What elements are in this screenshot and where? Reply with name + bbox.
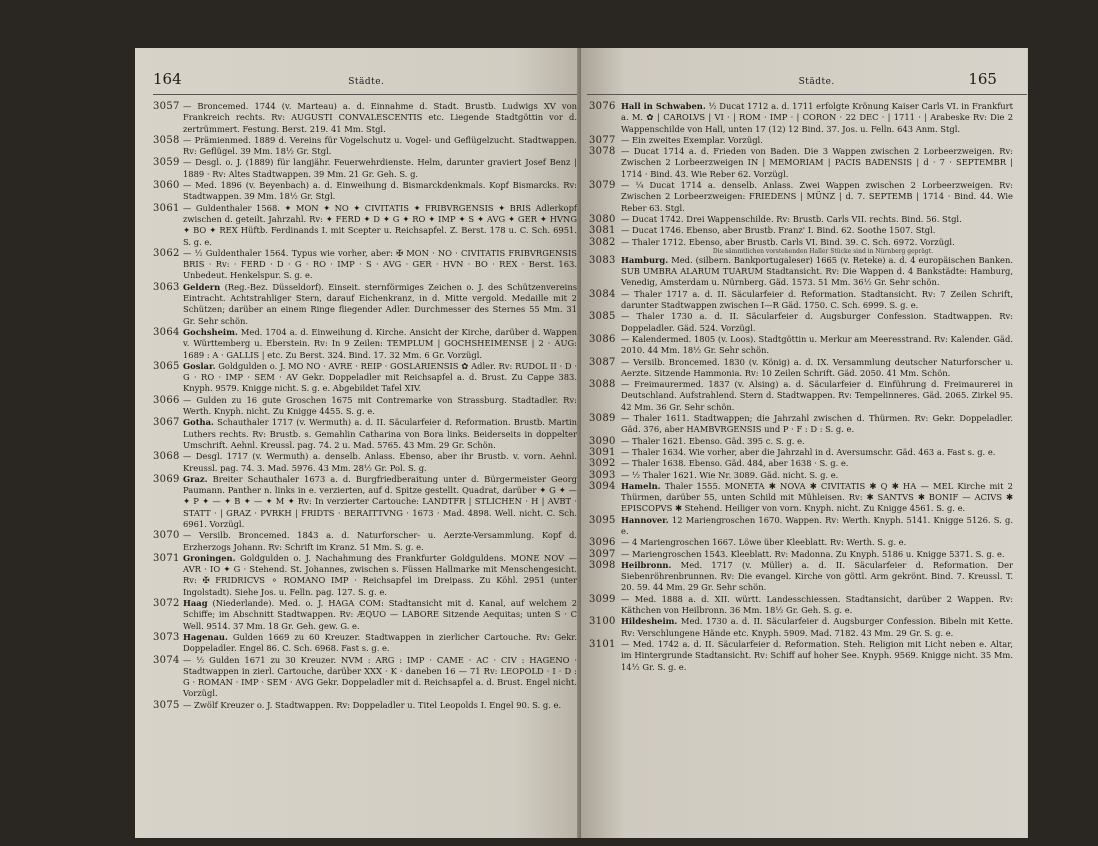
left-entry-list	[153, 101, 581, 711]
entry-description	[621, 549, 1027, 560]
entry-number: 3083	[589, 254, 616, 266]
entry-number: 3065	[153, 360, 180, 372]
entry-number: 3062	[153, 247, 180, 259]
entry-description	[183, 395, 581, 418]
entry-number: 3060	[153, 180, 180, 192]
catalog-entry	[587, 311, 1027, 334]
right-page	[581, 48, 1027, 838]
catalog-entry	[153, 632, 581, 655]
catalog-entry	[153, 530, 581, 553]
catalog-entry	[153, 598, 581, 632]
entry-text: — Thaler 1638. Ebenso. Gäd. 484, aber 1638 · S. g. e.	[621, 458, 849, 469]
entry-description	[621, 447, 1027, 458]
entry-text: — Kalendermed. 1805 (v. Loos). Stadtgöttin u. Merkur am Meeresstrand. Rv: Kalender. Gäd. 2010. 44 Mm. 18½ Gr. Sehr schön.	[621, 333, 1013, 356]
left-page	[135, 48, 581, 838]
entry-text: — Med. 1742 a. d. II. Säcularfeier d. Reformation. Steh. Religion mit Licht neben e. Altar, im Hintergrunde Stadtansicht. Rv: Schiff auf hoher See. Knyph. 9569. Knigge nicht. 35 Mm. 14½ Gr. S. g. e.	[621, 638, 1013, 672]
entry-text: — Thaler 1611. Stadtwappen; die Jahrzahl zwischen d. Thürmen. Rv: Gekr. Doppeladler. Gäd. 376, aber HAMBVRGENSIS und P · F : D : S. g. e.	[621, 413, 1013, 435]
catalog-entry	[153, 474, 581, 530]
entry-number: 3075	[153, 699, 180, 711]
catalog-entry	[587, 357, 1027, 380]
entry-text: — Ducat 1742. Drei Wappenschilde. Rv: Brustb. Carls VII. rechts. Bind. 56. Stgl.	[621, 213, 962, 224]
entry-text: — Mariengroschen 1543. Kleeblatt. Rv: Madonna. Zu Knyph. 5186 u. Knigge 5371. S. g. e.	[621, 548, 1005, 559]
entry-number: 3079	[589, 180, 616, 192]
entry-description	[183, 451, 581, 474]
entry-city-name: Gotha.	[183, 417, 214, 428]
entry-number: 3092	[589, 458, 616, 470]
catalog-entry	[587, 255, 1027, 289]
entry-number: 3058	[153, 134, 180, 146]
catalog-entry	[587, 413, 1027, 436]
catalog-entry	[153, 327, 581, 361]
catalog-entry	[587, 289, 1027, 312]
right-page-number: 165	[968, 70, 997, 88]
entry-text: — Broncemed. 1744 (v. Marteau) a. d. Einnahme d. Stadt. Brustb. Ludwigs XV von Frankreich rechts. Rv: AUGUSTI CONVALESCENTIS etc. Liegende Stadtgöttin vor d. zertrümmert. Festung. Berst. 219. 41 Mm. Stgl.	[183, 101, 577, 134]
entry-description	[183, 180, 581, 203]
catalog-entry	[587, 515, 1027, 538]
entry-city-name: Geldern	[183, 281, 221, 292]
entry-city-name: Heilbronn.	[621, 559, 672, 570]
entry-text: — Thaler 1621. Ebenso. Gäd. 395 c. S. g. e.	[621, 435, 805, 446]
catalog-entry	[153, 395, 581, 418]
entry-number: 3080	[589, 213, 616, 225]
entry-text: 12 Mariengroschen 1670. Wappen. Rv: Werth. Knyph. 5141. Knigge 5126. S. g. e.	[621, 514, 1013, 536]
entry-description	[621, 237, 1027, 248]
entry-number: 3076	[589, 101, 616, 112]
catalog-entry	[153, 248, 581, 282]
entry-description	[621, 255, 1027, 289]
entry-text: Goldgulden o. J. Nachahmung des Frankfurter Goldguldens. MONE NOV — AVR · IO ✦ G · Stehend. St. Johannes, zwischen s. Füssen Hallmarke mit Menschengesicht. Rv: ✠ FRIDRICVS ⚬ ROMANO IMP · Reichsapfel im Dreipass. Zu Köhl. 2951 (unter Ingolstadt). Siehe Jos. u. Felln. pag. 127. S. g. e.	[183, 552, 577, 597]
entry-description	[621, 357, 1027, 380]
entry-number: 3084	[589, 288, 616, 300]
entry-city-name: Hall in Schwaben.	[621, 101, 706, 111]
left-running-title: Städte.	[348, 77, 385, 87]
catalog-entry	[587, 549, 1027, 560]
catalog-entry	[153, 700, 581, 711]
entry-description	[621, 537, 1027, 548]
catalog-entry	[587, 334, 1027, 357]
entry-text: — Gulden zu 16 gute Groschen 1675 mit Contremarke von Strassburg. Stadtadler. Rv: Werth. Knyph. nicht. Zu Knigge 4455. S. g. e.	[183, 394, 577, 417]
entry-number: 3071	[153, 552, 180, 564]
entry-number: 3096	[589, 537, 616, 549]
entry-text: — Thaler 1712. Ebenso, aber Brustb. Carls VI. Bind. 39. C. Sch. 6972. Vorzügl.	[621, 236, 955, 247]
entry-city-name: Gochsheim.	[183, 326, 238, 337]
entry-description	[621, 594, 1027, 617]
entry-number: 3068	[153, 451, 180, 463]
entry-text: ½ Ducat 1712 a. d. 1711 erfolgte Krönung Kaiser Carls VI. in Frankfurt a. M. ✿ | CAROLVS | VI · | ROM · IMP · | CORON · 22 DEC · | 1711 · | Arabeske Rv: Die 2 Wappenschilde von Hall, unten 17 (12) 12 Bind. 37. Jos. u. Felln. 643 Anm. Stgl.	[621, 101, 1014, 134]
entry-description	[183, 203, 581, 248]
right-entry-list	[587, 101, 1027, 673]
right-running-title: Städte.	[798, 77, 835, 87]
catalog-entry	[153, 282, 581, 327]
entry-description	[183, 327, 581, 361]
catalog-entry	[587, 225, 1027, 236]
entry-number: 3095	[589, 514, 616, 526]
entry-number: 3088	[589, 379, 616, 391]
entry-text: — Ducat 1746. Ebenso, aber Brustb. Franz' I. Bind. 62. Soothe 1507. Stgl.	[621, 225, 936, 236]
catalog-entry	[587, 447, 1027, 458]
catalog-entry	[587, 481, 1027, 515]
catalog-entry	[587, 101, 1027, 135]
entry-number: 3070	[153, 530, 180, 542]
footnote: Die sämmtlichen vorstehenden Haller Stücke sind in Nürnberg geprägt.	[712, 247, 934, 255]
entry-text: (Reg.-Bez. Düsseldorf). Einseit. sternförmiges Zeichen o. J. des Schützenvereins Eintracht. Achtstrahliger Stern, darauf Eichenkranz, in d. Mitte vergold. Medaille mit 2 Schützen; darüber an einem Ringe fliegender Adler. Durchmesser des Sternes 55 Mm. 31 Gr. Sehr schön.	[183, 281, 577, 326]
entry-city-name: Goslar.	[183, 360, 216, 371]
entry-text: — Versilb. Broncemed. 1830 (v. König) a. d. IX. Versammlung deutscher Naturforscher u. Aerzte. Sitzende Hammonia. Rv: 10 Zeilen Schrift. Gäd. 2050. 41 Mm. Schön.	[621, 356, 1013, 378]
entry-description	[183, 135, 581, 158]
entry-text: Schauthaler 1717 (v. Wermuth) a. d. II. Säcularfeier d. Reformation. Brustb. Martin Luthers rechts. Rv: Brustb. s. Gemahlin Catharina von Bora links. Beiderseits in doppelter Umschrift. Aehnl. Kreussl. pag. 74. 2 u. Mad. 5765. 43 Mm. 29 Gr. Schön.	[183, 417, 577, 450]
entry-description	[183, 632, 581, 655]
entry-number: 3086	[589, 333, 616, 345]
entry-city-name: Groningen.	[183, 552, 236, 563]
entry-description	[621, 379, 1027, 413]
entry-text: — Thaler 1717 a. d. II. Säcularfeier d. Reformation. Stadtansicht. Rv: 7 Zeilen Schrift, darunter Stadtwappen zwischen I—R Gäd. 1750. C. Sch. 6999. S. g. e.	[621, 288, 1013, 311]
entry-text: Thaler 1555. MONETA ✱ NOVA ✱ CIVITATIS ✱ Q ✱ HA — MEL Kirche mit 2 Thürmen, darüber 55, unten Schild mit Mühleisen. Rv: ✱ SANTVS ✱ BONIF — ACIVS ✱ EPISCOPVS ✱ Stehend. Heiliger von vorn. Knyph. nicht. Zu Knigge 4561. S. g. e.	[621, 480, 1013, 514]
entry-description	[183, 157, 581, 180]
entry-number: 3100	[589, 616, 616, 628]
entry-text: — Zwölf Kreuzer o. J. Stadtwappen. Rv: Doppeladler u. Titel Leopolds I. Engel 90. S. g. e.	[183, 699, 562, 710]
catalog-entry	[587, 135, 1027, 146]
entry-text: — Thaler 1634. Wie vorher, aber die Jahrzahl in d. Aversumschr. Gäd. 463 a. Fast s. g. e.	[621, 446, 996, 457]
entry-text: — ½ Gulden 1671 zu 30 Kreuzer. NVM : ARG : IMP · CAME · AC · CIV : HAGENO · Stadtwappen in zierl. Cartouche, darüber XXX · K · daneben 16 — 71 Rv: LEOPOLD · I · D : G · ROMAN · IMP · SEM · AVG Gekr. Doppeladler mit d. Reichsapfel a. d. Brust. Engel nicht. Vorzügl.	[183, 654, 577, 699]
catalog-entry	[587, 560, 1027, 594]
catalog-entry	[587, 639, 1027, 673]
entry-text: — Versilb. Broncemed. 1843 a. d. Naturforscher- u. Aerzte-Versammlung. Kopf d. Erzherzogs Johann. Rv: Schrift im Kranz. 51 Mm. S. g. e.	[183, 530, 577, 552]
entry-text: — ¼ Ducat 1714 a. denselb. Anlass. Zwei Wappen zwischen 2 Lorbeerzweigen. Rv: Zwischen 2 Lorbeerzweigen: FRIEDENS | MÜNZ | d. 7. SEPTEMB | 1714 · Bind. 44. Wie Reber 63. Stgl.	[621, 180, 1013, 213]
entry-text: — Desgl. 1717 (v. Wermuth) a. denselb. Anlass. Ebenso, aber ihr Brustb. v. vorn. Aehnl. Kreussl. pag. 74. 3. Mad. 5976. 43 Mm. 28½ Gr. Pol. S. g.	[183, 451, 577, 473]
entry-description	[621, 214, 1027, 225]
entry-number: 3090	[589, 435, 616, 447]
entry-description	[183, 417, 581, 451]
entry-city-name: Hamburg.	[621, 254, 669, 265]
entry-description	[621, 225, 1027, 236]
catalog-entry	[587, 180, 1027, 214]
entry-city-name: Hannover.	[621, 514, 669, 525]
entry-text: Breiter Schauthaler 1673 a. d. Burgfriedberaitung unter d. Bürgermeister Georg Paumann. Panther n. links in e. verzierten, auf d. Spitze gestellt. Quadrat, darüber ✦ G ✦ — ✦ P ✦ — ✦ B ✦ — ✦ M ✦ Rv: In verzierter Cartouche: LANDTFR | STLICHEN · H | AVBT · STATT · | GRAZ · PVRKH | FRIDTS · BERAITTVNG · 1673 · Mad. 4898. Well. nicht. C. Sch. 6961. Vorzügl.	[183, 473, 577, 529]
catalog-entry	[153, 180, 581, 203]
entry-number: 3064	[153, 326, 180, 338]
entry-description	[621, 413, 1027, 436]
entry-text: — Ducat 1714 a. d. Frieden von Baden. Die 3 Wappen zwischen 2 Lorbeerzweigen. Rv: Zwischen 2 Lorbeerzweigen IN | MEMORIAM | PACIS BADENSIS | d · 7 · SEPTEMBR | 1714 · Bind. 43. Wie Reber 62. Vorzügl.	[621, 146, 1013, 179]
entry-number: 3085	[589, 311, 616, 323]
catalog-entry	[587, 458, 1027, 469]
entry-number: 3081	[589, 225, 616, 237]
entry-text: (Niederlande). Med. o. J. HAGA COM: Stadtansicht mit d. Kanal, auf welchem 2 Schiffe; im Abschnitt Stadtwappen. Rv: ÆQUO — LABORE Sitzende Aequitas; unten S · C Well. 9514. 37 Mm. 18 Gr. Geh. gew. G. e.	[183, 598, 578, 631]
entry-number: 3059	[153, 157, 180, 169]
entry-number: 3073	[153, 631, 180, 643]
entry-description	[621, 616, 1027, 639]
entry-description	[621, 481, 1027, 515]
entry-description	[621, 289, 1027, 312]
left-page-number: 164	[153, 70, 182, 88]
entry-description	[621, 180, 1027, 214]
entry-description	[621, 334, 1027, 357]
entry-city-name: Hameln.	[621, 480, 661, 491]
entry-number: 3057	[153, 101, 180, 112]
entry-text: — Guldenthaler 1568. ✦ MON ✦ NO ✦ CIVITATIS ✦ FRIBVRGENSIS ✦ BRIS Adlerkopf zwischen d. geteilt. Jahrzahl. Rv: ✦ FERD ✦ D ✦ G ✦ RO ✦ IMP ✦ S ✦ AVG ✦ GER ✦ HVNG ✦ BO ✦ REX Hüftb. Ferdinands I. mit Scepter u. Reichsapfel. Z. Berst. 178 u. C. Sch. 6951. S. g. e.	[183, 202, 577, 247]
entry-number: 3087	[589, 356, 616, 368]
entry-description	[183, 101, 581, 135]
entry-number: 3091	[589, 446, 616, 458]
entry-number: 3063	[153, 281, 180, 293]
catalog-entry	[153, 135, 581, 158]
entry-text: — Desgl. o. J. (1889) für langjähr. Feuerwehrdienste. Helm, darunter graviert Josef Benz | 1889 · Rv: Altes Stadtwappen. 39 Mm. 21 Gr. Geh. S. g.	[183, 157, 577, 179]
catalog-entry	[587, 379, 1027, 413]
entry-number: 3077	[589, 134, 616, 146]
entry-number: 3067	[153, 417, 180, 429]
catalog-entry	[587, 214, 1027, 225]
entry-description	[183, 361, 581, 395]
entry-description	[183, 474, 581, 530]
entry-description	[621, 146, 1027, 180]
entry-text: — Med. 1888 a. d. XII. württ. Landesschiessen. Stadtansicht, darüber 2 Wappen. Rv: Käthchen von Heilbronn. 36 Mm. 18½ Gr. Geh. S. g. e.	[621, 593, 1013, 616]
entry-text: — ½ Guldenthaler 1564. Typus wie vorher, aber: ✠ MON · NO · CIVITATIS FRIBVRGENSIS BRIS · Rv: · FERD · D · G · RO · IMP · S · AVG · GER · HVN · BO · REX · Berst. 163. Unbedeut. Henkelspur. S. g. e.	[183, 247, 577, 281]
catalog-entry	[153, 203, 581, 248]
catalog-entry	[153, 553, 581, 598]
entry-text: Med. 1717 (v. Müller) a. d. II. Säcularfeier d. Reformation. Der Siebenröhrenbrunnen. Rv: Die evangel. Kirche von göttl. Arm gekrönt. Bind. 7. Kreussl. T. 20. 59. 44 Mm. 29 Gr. Sehr schön.	[621, 559, 1014, 593]
left-page-header	[153, 70, 581, 92]
catalog-entry	[587, 146, 1027, 180]
entry-description	[183, 700, 581, 711]
entry-text: — Med. 1896 (v. Beyenbach) a. d. Einweihung d. Bismarckdenkmals. Kopf Bismarcks. Rv: Stadtwappen. 39 Mm. 18½ Gr. Stgl.	[183, 180, 577, 202]
catalog-entry	[153, 157, 581, 180]
entry-description	[621, 436, 1027, 447]
entry-number: 3101	[589, 638, 616, 650]
entry-description	[621, 101, 1027, 135]
entry-description	[183, 655, 581, 700]
catalog-entry	[587, 237, 1027, 248]
entry-number: 3098	[589, 559, 616, 571]
catalog-entry	[587, 594, 1027, 617]
entry-city-name: Haag	[183, 598, 208, 609]
entry-description	[183, 598, 581, 632]
catalog-entry	[153, 101, 581, 135]
entry-city-name: Hildesheim.	[621, 616, 678, 627]
entry-description	[621, 560, 1027, 594]
entry-description	[621, 311, 1027, 334]
entry-text: Med. 1730 a. d. II. Säcularfeier d. Augsburger Confession. Bibeln mit Kette. Rv: Verschlungene Hände etc. Knyph. 5909. Mad. 7182. 43 Mm. 29 Gr. S. g. e.	[621, 616, 1013, 638]
entry-description	[621, 135, 1027, 146]
catalog-entry	[153, 451, 581, 474]
entry-text: — Prämienmed. 1889 d. Vereins für Vogelschutz u. Vogel- und Geflügelzucht. Stadtwappen. Rv: Geflügel. 39 Mm. 18½ Gr. Stgl.	[183, 134, 577, 157]
entry-text: Med. 1704 a. d. Einweihung d. Kirche. Ansicht der Kirche, darüber d. Wappen v. Württemberg u. Eberstein. Rv: In 9 Zeilen: TEMPLUM | GOCHSHEIMENSE | 2 · AUG: 1689 : A · GALLIS | etc. Zu Berst. 324. Bind. 17. 32 Mm. 6 Gr. Vorzügl.	[183, 326, 578, 360]
entry-city-name: Graz.	[183, 473, 208, 484]
entry-text: — ½ Thaler 1621. Wie Nr. 3089. Gäd. nicht. S. g. e.	[621, 469, 839, 480]
entry-text: Gulden 1669 zu 60 Kreuzer. Stadtwappen in zierlicher Cartouche. Rv: Gekr. Doppeladler. Engel 86. C. Sch. 6968. Fast s. g. e.	[183, 631, 577, 654]
entry-text: — Freimaurermed. 1837 (v. Alsing) a. d. Säcularfeier d. Einführung d. Freimaurerei in Deutschland. Aufstrahlend. Stern d. Stadtwappen. Rv: Tempelinneres. Gäd. 2065. Zirkel 95. 42 Mm. 36 Gr. Sehr schön.	[621, 379, 1013, 412]
entry-number: 3069	[153, 473, 180, 485]
entry-number: 3093	[589, 469, 616, 481]
catalog-entry	[587, 616, 1027, 639]
entry-text: Med. (silbern. Bankportugaleser) 1665 (v. Reteke) a. d. 4 europäischen Banken. SUB UMBRA ALARUM TUARUM Stadtansicht. Rv: Die Wappen d. 4 Bankstädte: Hamburg, Venedig, Amsterdam u. Nürnberg. Gäd. 1573. 51 Mm. 36½ Gr. Sehr schön.	[621, 254, 1014, 288]
entry-description	[621, 515, 1027, 538]
entry-description	[183, 282, 581, 327]
entry-text: — Ein zweites Exemplar. Vorzügl.	[621, 134, 763, 145]
header-rule	[587, 94, 1027, 95]
catalog-entry	[587, 436, 1027, 447]
entry-number: 3097	[589, 548, 616, 560]
entry-number: 3094	[589, 480, 616, 492]
entry-number: 3061	[153, 202, 180, 214]
entry-description	[183, 530, 581, 553]
right-page-header	[587, 70, 1027, 92]
entry-number: 3078	[589, 146, 616, 158]
entry-number: 3082	[589, 236, 616, 248]
entry-text: Goldgulden o. J. MO NO · AVRE · REIP · GOSLARIENSIS ✿ Adler. Rv: RUDOL II · D · G · RO · IMP · SEM · AV Gekr. Doppeladler mit Reichsapfel a. d. Brust. Zu Cappe 383. Knyph. 9579. Knigge nicht. S. g. e. Abgebildet Tafel XIV.	[183, 360, 578, 394]
entry-number: 3089	[589, 413, 616, 425]
entry-description	[621, 639, 1027, 673]
entry-number: 3099	[589, 593, 616, 605]
catalog-entry	[153, 417, 581, 451]
entry-number: 3072	[153, 598, 180, 610]
book-spread	[135, 48, 1028, 838]
catalog-entry	[587, 537, 1027, 548]
entry-description	[621, 470, 1027, 481]
entry-city-name: Hagenau.	[183, 631, 228, 642]
entry-text: — Thaler 1730 a. d. II. Säcularfeier d. Augsburger Confession. Stadtwappen. Rv: Doppeladler. Gäd. 524. Vorzügl.	[621, 311, 1013, 333]
catalog-entry	[153, 361, 581, 395]
entry-description	[183, 553, 581, 598]
entry-number: 3066	[153, 394, 180, 406]
entry-text: — 4 Mariengroschen 1667. Löwe über Kleeblatt. Rv: Werth. S. g. e.	[621, 537, 907, 548]
entry-number: 3074	[153, 654, 180, 666]
header-rule	[153, 94, 581, 95]
entry-description	[183, 248, 581, 282]
catalog-entry	[587, 470, 1027, 481]
entry-description	[621, 458, 1027, 469]
catalog-entry	[153, 655, 581, 700]
